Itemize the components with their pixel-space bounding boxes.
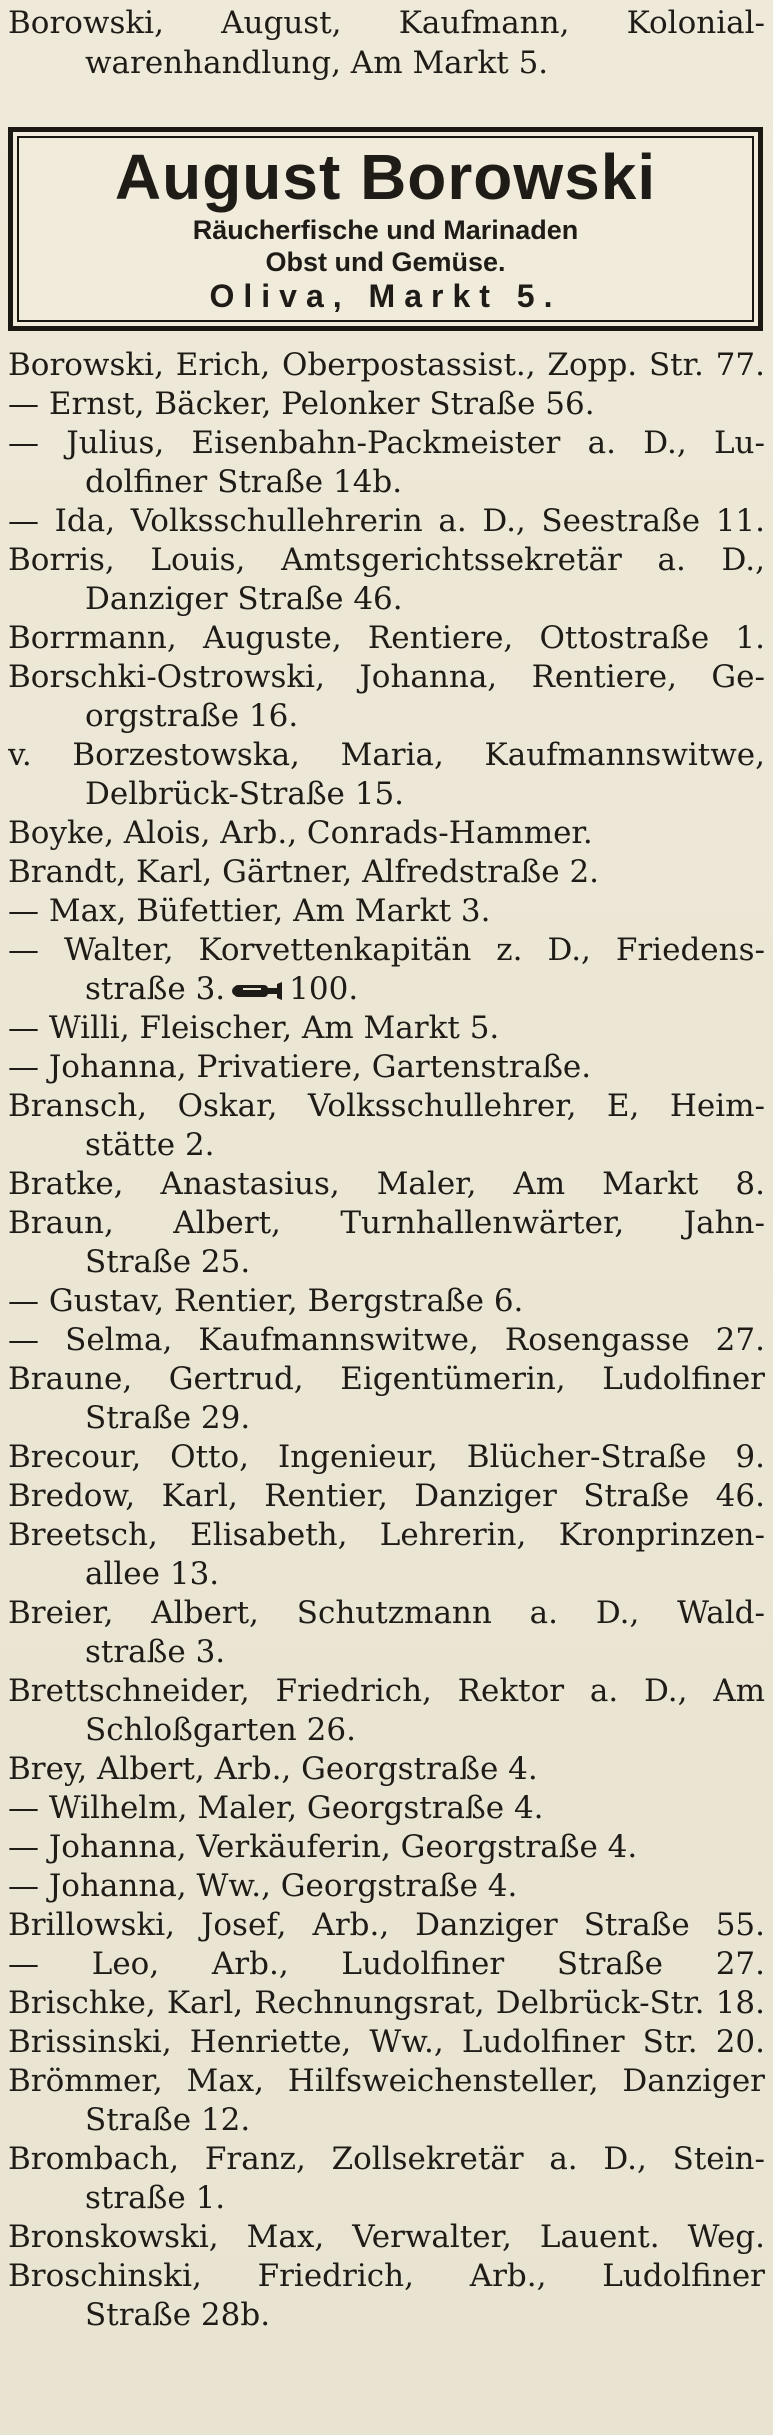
entry-line: — Wilhelm, Maler, Georgstraße 4. bbox=[8, 1790, 544, 1826]
entry-line-continuation: Straße 25. bbox=[85, 1244, 251, 1280]
entry-line: Brandt, Karl, Gärtner, Alfredstraße 2. bbox=[8, 854, 600, 890]
entry-line: v. Borzestowska, Maria, Kaufmannswitwe, bbox=[8, 737, 765, 773]
entry-line-continuation: straße 3. bbox=[85, 1634, 226, 1670]
entry-line: — Selma, Kaufmannswitwe, Rosengasse 27. bbox=[8, 1322, 765, 1358]
entry-line: Breetsch, Elisabeth, Lehrerin, Kronprinzen- bbox=[8, 1517, 765, 1553]
entry-line-continuation: Schloßgarten 26. bbox=[85, 1712, 356, 1748]
entry-line: — Julius, Eisenbahn-Packmeister a. D., Lu- bbox=[8, 425, 765, 461]
entry-line: Broschinski, Friedrich, Arb., Ludolfiner bbox=[8, 2258, 765, 2294]
telephone-number: 100. bbox=[289, 971, 359, 1007]
entry-line: — Walter, Korvettenkapitän z. D., Friedens- bbox=[8, 932, 765, 968]
advertisement-line-2: Obst und Gemüse. bbox=[265, 247, 506, 277]
entry-line: Borschki-Ostrowski, Johanna, Rentiere, Ge- bbox=[8, 659, 765, 695]
entry-line: Brischke, Karl, Rechnungsrat, Delbrück-Str. 18. bbox=[8, 1985, 765, 2021]
entry-line: Braune, Gertrud, Eigentümerin, Ludolfiner bbox=[8, 1361, 765, 1397]
entry-line-continuation: orgstraße 16. bbox=[85, 698, 299, 734]
entry-line: — Gustav, Rentier, Bergstraße 6. bbox=[8, 1283, 524, 1319]
entry-line: Bratke, Anastasius, Maler, Am Markt 8. bbox=[8, 1166, 765, 1202]
entry-address: straße 3. bbox=[85, 971, 226, 1007]
entry-line: — Johanna, Verkäuferin, Georgstraße 4. bbox=[8, 1829, 638, 1865]
entry-line: Borowski, August, Kaufmann, Kolonial- bbox=[8, 5, 765, 41]
advertisement-line-1: Räucherfische und Marinaden bbox=[192, 215, 579, 245]
telephone-icon bbox=[231, 980, 283, 1002]
entry-line: Brömmer, Max, Hilfsweichensteller, Danziger bbox=[8, 2063, 765, 2099]
entry-line-continuation bbox=[85, 970, 765, 1008]
entry-line: Brey, Albert, Arb., Georgstraße 4. bbox=[8, 1751, 538, 1787]
entry-line-continuation: straße 1. bbox=[85, 2180, 226, 2216]
entry-line: Bronskowski, Max, Verwalter, Lauent. Weg. bbox=[8, 2219, 765, 2255]
entry-line-continuation: warenhandlung, Am Markt 5. bbox=[85, 45, 549, 81]
entry-line-continuation: stätte 2. bbox=[85, 1127, 215, 1163]
entry-line: Brecour, Otto, Ingenieur, Blücher-Straße 9. bbox=[8, 1439, 765, 1475]
entry-line-continuation: Straße 29. bbox=[85, 1400, 251, 1436]
entry-line: Brillowski, Josef, Arb., Danziger Straße 55. bbox=[8, 1907, 765, 1943]
entry-line: Borris, Louis, Amtsgerichtssekretär a. D., bbox=[8, 542, 765, 578]
entry-line-continuation: Straße 12. bbox=[85, 2102, 251, 2138]
entry-line: — Ida, Volksschullehrerin a. D., Seestraße 11. bbox=[8, 503, 765, 539]
entry-line-continuation: Danziger Straße 46. bbox=[85, 581, 403, 617]
advertisement-title: August Borowski bbox=[114, 141, 657, 213]
entry-line-continuation: Straße 28b. bbox=[85, 2297, 271, 2333]
entry-line: Brissinski, Henriette, Ww., Ludolfiner Str. 20. bbox=[8, 2024, 765, 2060]
entry-line: — Leo, Arb., Ludolfiner Straße 27. bbox=[8, 1946, 765, 1982]
entry-line-continuation: dolfiner Straße 14b. bbox=[85, 464, 403, 500]
entry-line: — Johanna, Privatiere, Gartenstraße. bbox=[8, 1049, 592, 1085]
entry-line: Brombach, Franz, Zollsekretär a. D., Stein- bbox=[8, 2141, 765, 2177]
entry-line: Breier, Albert, Schutzmann a. D., Wald- bbox=[8, 1595, 765, 1631]
entry-line: Bransch, Oskar, Volksschullehrer, E, Heim- bbox=[8, 1088, 765, 1124]
entry-line-continuation: Delbrück-Straße 15. bbox=[85, 776, 405, 812]
entry-line: Braun, Albert, Turnhallenwärter, Jahn- bbox=[8, 1205, 765, 1241]
entry-line: Brettschneider, Friedrich, Rektor a. D., Am bbox=[8, 1673, 765, 1709]
advertisement-location: Oliva, Markt 5. bbox=[209, 278, 562, 314]
advertisement-box bbox=[8, 127, 763, 331]
entry-line: — Johanna, Ww., Georgstraße 4. bbox=[8, 1868, 518, 1904]
entry-line: Borrmann, Auguste, Rentiere, Ottostraße 1. bbox=[8, 620, 765, 656]
entry-line: Borowski, Erich, Oberpostassist., Zopp. Str. 77. bbox=[8, 347, 765, 383]
entry-line: — Max, Büfettier, Am Markt 3. bbox=[8, 893, 491, 929]
entry-line: Bredow, Karl, Rentier, Danziger Straße 46. bbox=[8, 1478, 765, 1514]
entry-line: — Willi, Fleischer, Am Markt 5. bbox=[8, 1010, 500, 1046]
entry-line: Boyke, Alois, Arb., Conrads-Hammer. bbox=[8, 815, 593, 851]
entry-line-continuation: allee 13. bbox=[85, 1556, 220, 1592]
entry-line: — Ernst, Bäcker, Pelonker Straße 56. bbox=[8, 386, 595, 422]
